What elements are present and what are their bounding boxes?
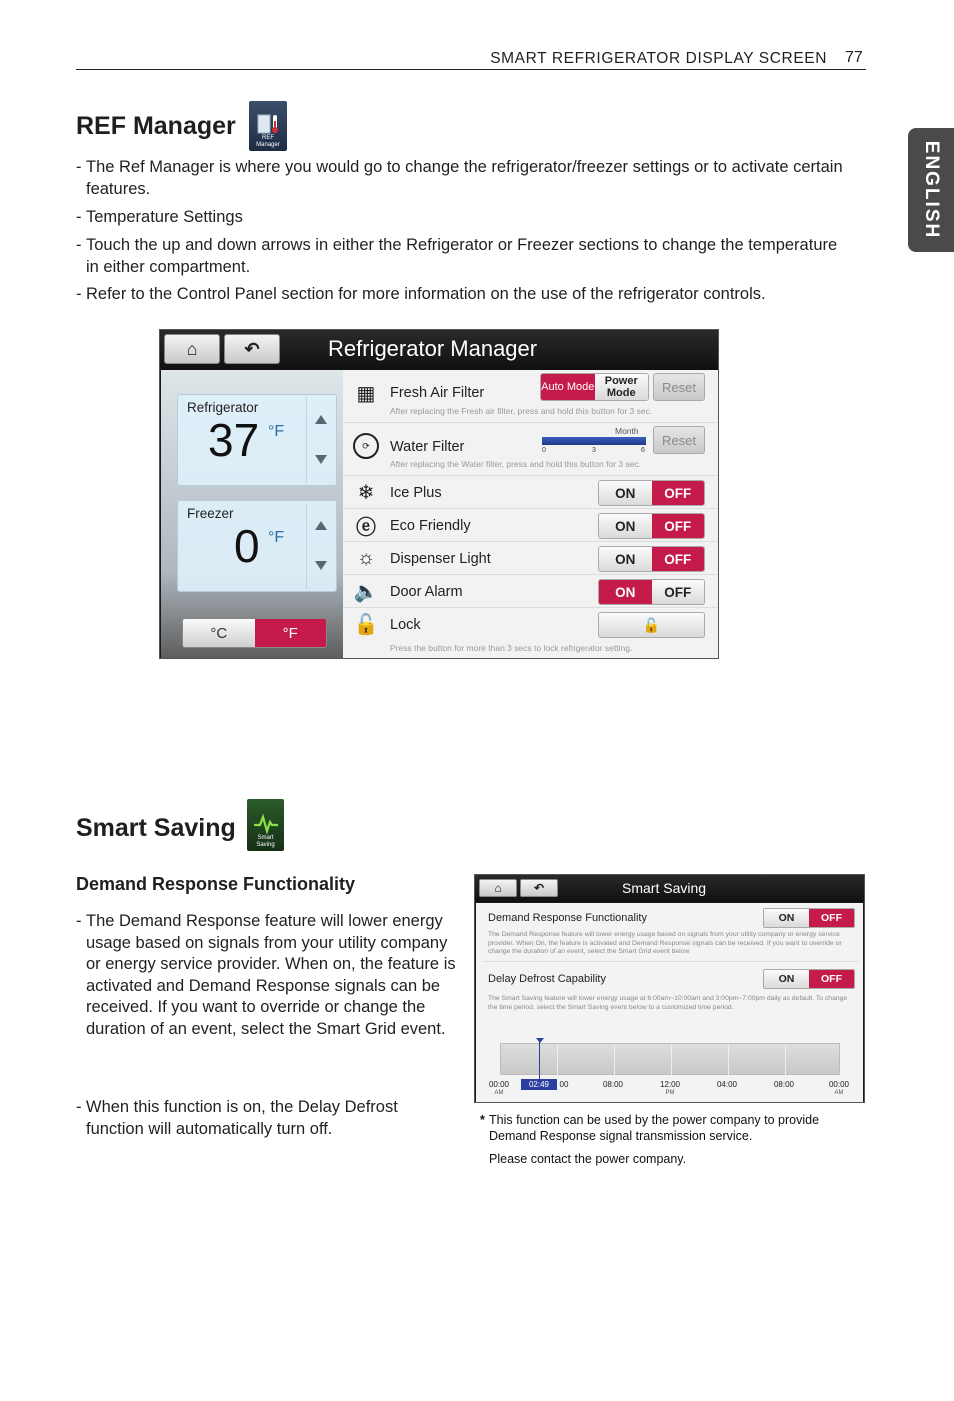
power-mode-button[interactable]: Power Mode	[595, 374, 649, 400]
ice-plus-label: Ice Plus	[390, 485, 442, 501]
smart-saving-icon-caption-1: Smart	[257, 835, 274, 841]
fresh-air-filter-label: Fresh Air Filter	[390, 385, 485, 401]
tick-ampm: PM	[665, 1090, 675, 1096]
dispenser-light-on-button[interactable]: ON	[599, 547, 652, 571]
settings-panel	[343, 370, 718, 658]
fresh-air-hint: After replacing the Fresh air filter, press and hold this button for 3 sec.	[390, 406, 653, 416]
tick-time: 12:00	[659, 1080, 681, 1089]
snowflake-icon: ❄	[357, 481, 375, 504]
eco-icon: ⓔ	[356, 516, 376, 539]
timeline-gridline	[728, 1044, 729, 1076]
back-icon: ↶	[244, 338, 260, 359]
page-number: 77	[845, 49, 863, 66]
demand-response-label: Demand Response Functionality	[488, 912, 647, 924]
ref-bullet-4: - Refer to the Control Panel section for more information on the use of the refrigerator controls.	[76, 285, 766, 303]
home-icon: ⌂	[494, 881, 502, 895]
refrigerator-temp: 37	[208, 414, 260, 466]
footnote-line-1: This function can be used by the power company to provide Demand Response signal transmission service.	[489, 1113, 820, 1143]
footnote-line-2: Please contact the power company.	[489, 1152, 687, 1166]
month-label: Month	[615, 426, 639, 436]
ss-back-button[interactable]	[520, 879, 558, 897]
smart-bullet-2: - When this function is on, the Delay Defrost function will automatically turn off.	[76, 1098, 398, 1138]
tick-ampm: AM	[834, 1090, 844, 1096]
celsius-button[interactable]: °C	[183, 619, 255, 647]
refrigerator-label: Refrigerator	[187, 400, 259, 415]
tick-3	[650, 1080, 690, 1098]
ss-divider	[482, 961, 858, 962]
demand-response-subtitle: Demand Response Functionality	[76, 874, 356, 894]
freezer-up-arrow[interactable]	[315, 521, 327, 530]
tick-time: 00:00	[488, 1080, 510, 1089]
tick-2	[593, 1080, 633, 1089]
language-tab-label: ENGLISH	[921, 140, 942, 240]
ss-title-bar	[475, 875, 864, 902]
tick-4	[707, 1080, 747, 1089]
current-time-badge: 02:49	[521, 1079, 557, 1090]
timeline-bar[interactable]	[500, 1043, 840, 1075]
water-filter-label: Water Filter	[390, 439, 465, 455]
tick-6	[819, 1080, 859, 1098]
timeline-cursor-head	[536, 1038, 544, 1043]
refrigerator-manager-screen	[159, 329, 719, 659]
tick-5	[764, 1080, 804, 1089]
ref-manager-icon-caption-2: Manager	[256, 142, 280, 148]
demand-response-desc: The Demand Response feature will lower energy usage based on signals from your utility company or energy service provider. When On, the feature is activated and Demand Response signals can be received. If you want to override or change the duration of an event, select the Smart Grid event below	[488, 931, 842, 955]
lock-row	[343, 608, 718, 658]
smart-bullet-1: - The Demand Response feature will lower energy usage based on signals from your utility company or energy service provider. When on, the feature is activated and Demand Response signals can be received. If you want to override or change the duration of an event, select the Smart Grid event.	[76, 912, 456, 1038]
delay-defrost-on-button[interactable]: ON	[764, 970, 809, 988]
timeline-gridline	[671, 1044, 672, 1076]
home-button[interactable]	[164, 334, 220, 364]
ref-bullet-2: - Temperature Settings	[76, 208, 243, 226]
ice-plus-on-button[interactable]: ON	[599, 481, 652, 505]
filter-life-bar	[542, 437, 646, 445]
language-tab	[908, 128, 954, 252]
freezer-unit: °F	[268, 529, 285, 546]
ice-plus-off-button[interactable]: OFF	[652, 481, 705, 505]
tick-time: 08:00	[602, 1080, 624, 1089]
lock-label: Lock	[390, 617, 421, 633]
ref-manager-title: REF Manager	[76, 112, 236, 140]
ref-manager-app-icon	[249, 101, 287, 151]
door-alarm-row	[343, 575, 718, 608]
change-filter-icon: ⟳	[353, 433, 379, 459]
smart-saving-app-icon	[247, 799, 284, 851]
ice-plus-row	[343, 476, 718, 509]
ss-body	[476, 903, 863, 1102]
eco-friendly-label: Eco Friendly	[390, 518, 471, 534]
air-filter-icon: ▦	[356, 382, 376, 405]
home-icon: ⌂	[186, 338, 198, 359]
timeline-cursor[interactable]	[539, 1039, 540, 1081]
tick-time: 08:00	[773, 1080, 795, 1089]
freezer-temp: 0	[234, 520, 260, 572]
timeline-gridline	[557, 1044, 558, 1076]
lock-hint: Press the button for more than 3 secs to lock refrigerator setting.	[390, 643, 633, 653]
dispenser-light-toggle	[598, 546, 705, 572]
demand-response-toggle	[763, 908, 855, 928]
eco-friendly-row	[343, 509, 718, 542]
door-alarm-on-button[interactable]: ON	[599, 580, 652, 604]
freezer-arrows	[306, 503, 332, 589]
lock-icon: 🔓	[353, 613, 379, 636]
back-button[interactable]	[224, 334, 280, 364]
fresh-air-filter-row	[343, 370, 718, 423]
dispenser-light-row	[343, 542, 718, 575]
fahrenheit-button[interactable]: °F	[255, 619, 327, 647]
smart-saving-icon-caption-2: Saving	[256, 842, 275, 848]
running-header: SMART REFRIGERATOR DISPLAY SCREEN	[490, 50, 827, 67]
fresh-air-reset-button[interactable]: Reset	[653, 373, 705, 401]
filter-mode-toggle	[540, 373, 649, 401]
unit-toggle	[182, 618, 327, 648]
padlock-icon: 🔓	[642, 616, 661, 633]
freezer-card	[177, 500, 337, 592]
door-alarm-toggle	[598, 579, 705, 605]
screen-title-bar	[160, 330, 718, 370]
timeline-gridline	[614, 1044, 615, 1076]
footnote-marker: *	[480, 1113, 485, 1127]
delay-defrost-toggle	[763, 969, 855, 989]
demand-response-on-button[interactable]: ON	[764, 909, 809, 927]
ref-manager-icon-caption-1: REF	[262, 135, 274, 141]
door-alarm-off-button[interactable]: OFF	[652, 580, 705, 604]
dispenser-light-label: Dispenser Light	[390, 551, 491, 567]
tick-time: 00	[559, 1080, 569, 1089]
auto-mode-button[interactable]: Auto Mode	[541, 374, 595, 400]
demand-response-off-button[interactable]: OFF	[809, 909, 854, 927]
smart-saving-screen	[474, 874, 865, 1103]
smart-saving-title: Smart Saving	[76, 814, 236, 842]
ss-screen-title: Smart Saving	[622, 880, 707, 896]
ss-home-button[interactable]	[479, 879, 517, 897]
door-alarm-label: Door Alarm	[390, 584, 463, 600]
tick-time: 00:00	[828, 1080, 850, 1089]
refrigerator-down-arrow[interactable]	[315, 455, 327, 464]
refrigerator-card	[177, 394, 337, 486]
water-filter-hint: After replacing the Water filter, press and hold this button for 3 sec.	[390, 459, 642, 469]
ref-bullet-1: - The Ref Manager is where you would go to change the refrigerator/freezer settings or to activate certain features.	[76, 158, 843, 198]
dispenser-light-off-button[interactable]: OFF	[652, 547, 705, 571]
freezer-down-arrow[interactable]	[315, 561, 327, 570]
screen-title: Refrigerator Manager	[328, 336, 538, 361]
fridge-thermometer-icon	[256, 113, 280, 135]
freezer-label: Freezer	[187, 506, 234, 521]
bulb-icon: ☼	[356, 546, 376, 569]
water-filter-row	[343, 423, 718, 476]
footnote	[480, 1112, 860, 1167]
header-rule	[76, 69, 866, 70]
filter-scale-3: 3	[592, 447, 596, 454]
filter-scale-6: 6	[641, 447, 645, 454]
refrigerator-unit: °F	[268, 423, 285, 440]
refrigerator-up-arrow[interactable]	[315, 415, 327, 424]
delay-defrost-off-button[interactable]: OFF	[809, 970, 854, 988]
back-icon: ↶	[533, 881, 545, 895]
tick-0	[479, 1080, 519, 1098]
tick-ampm: AM	[494, 1090, 504, 1096]
speaker-icon: 🔈	[353, 580, 379, 603]
lock-button[interactable]	[598, 612, 705, 638]
eco-friendly-toggle	[598, 513, 705, 539]
filter-scale-0: 0	[542, 447, 546, 454]
energy-wave-icon	[253, 813, 279, 835]
eco-friendly-off-button[interactable]: OFF	[652, 514, 705, 538]
eco-friendly-on-button[interactable]: ON	[599, 514, 652, 538]
tick-time: 04:00	[716, 1080, 738, 1089]
delay-defrost-label: Delay Defrost Capability	[488, 973, 606, 985]
timeline-gridline	[785, 1044, 786, 1076]
compartment-panel	[161, 370, 343, 658]
ref-bullet-3: - Touch the up and down arrows in either the Refrigerator or Freezer sections to change the temperature in either compartment.	[76, 236, 838, 276]
refrigerator-arrows	[306, 397, 332, 483]
ice-plus-toggle	[598, 480, 705, 506]
water-filter-reset-button[interactable]: Reset	[653, 426, 705, 454]
delay-defrost-desc: The Smart Saving feature will lower energy usage at 6:00am~10:00am and 3:00pm~7:00pm daily as default. To change the time period, select the Smart Saving event below to a customized time period.	[488, 995, 848, 1011]
